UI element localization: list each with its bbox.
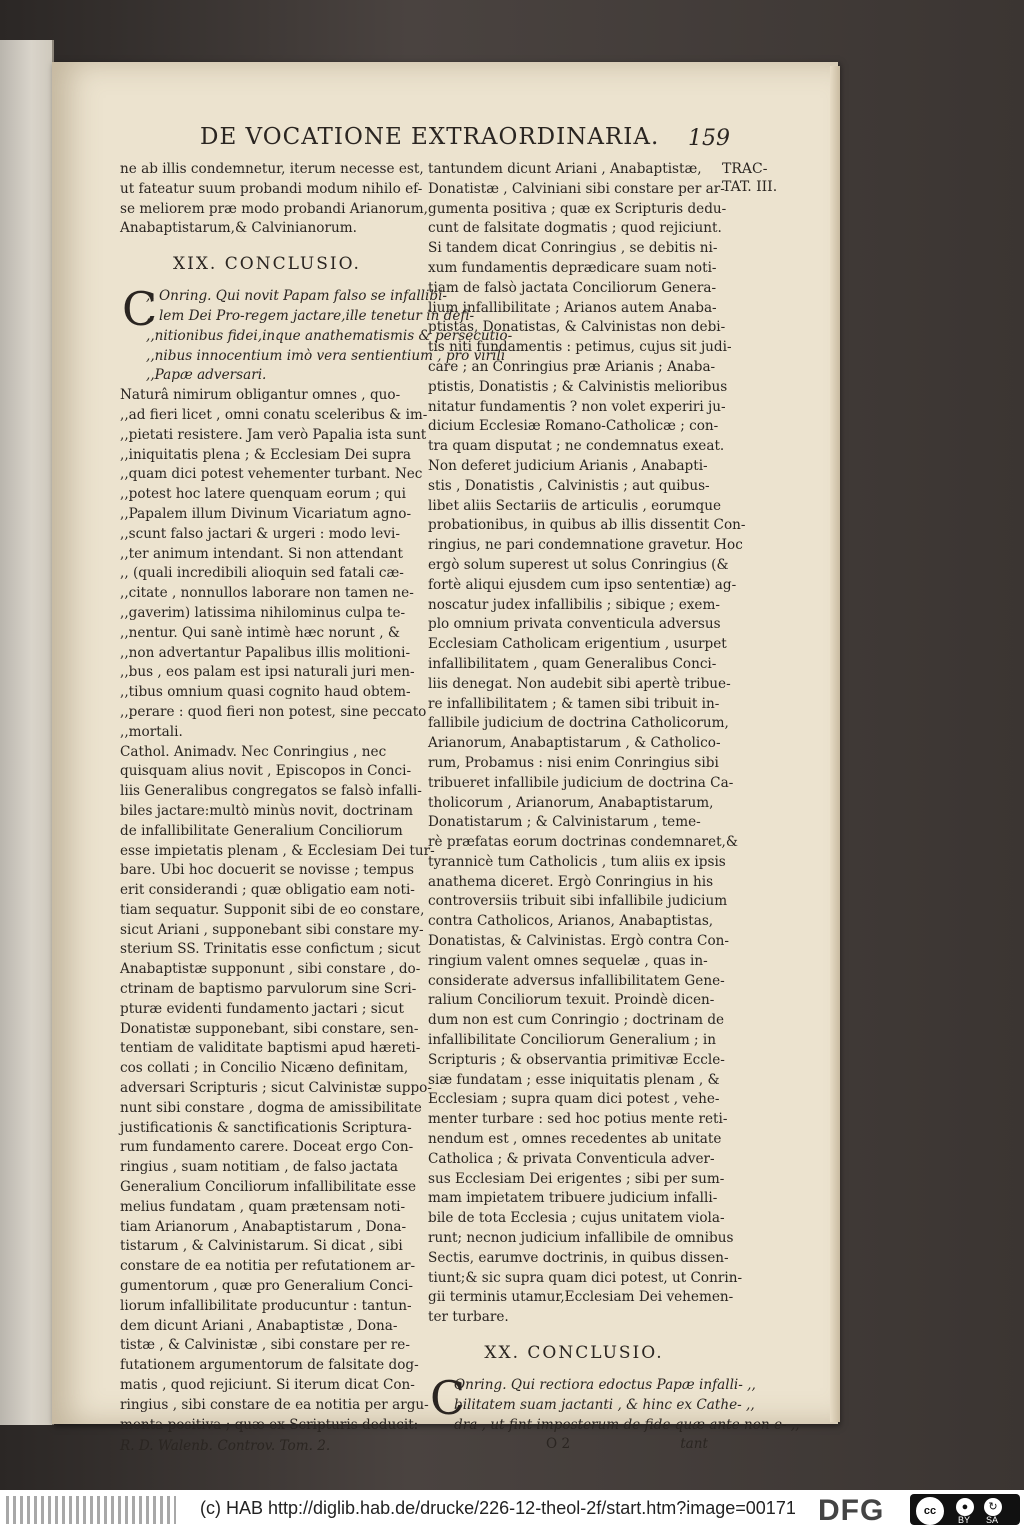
catchword: tant	[680, 1436, 708, 1453]
text-line: cos collati ; in Concilio Nicæno definitam,	[120, 1060, 409, 1077]
text-line: ringius , sibi constare de ea notitia per argu-	[120, 1396, 429, 1413]
text-line: menter turbare : sed hoc potius mente reti-	[428, 1111, 728, 1128]
text-line: dem dicunt Ariani , Anabaptistæ , Dona-	[120, 1317, 398, 1334]
text-line: tholicorum , Arianorum, Anabaptistarum,	[428, 794, 714, 811]
page-fore-edge	[830, 66, 840, 1422]
text-line: se meliorem præ modo probandi Arianorum,	[120, 200, 428, 217]
conclusio-heading-xx: XX. CONCLUSIO.	[484, 1343, 664, 1364]
text-line: ,,iniquitatis plena ; & Ecclesiam Dei supra	[120, 446, 411, 463]
text-line: esse impietatis plenam , & Ecclesiam Dei tur-	[120, 842, 435, 859]
text-line: matis , quod rejiciunt. Si iterum dicat Con-	[120, 1377, 415, 1394]
text-line: ergò solum superest ut solus Conringius (&	[428, 556, 729, 573]
by-label: BY	[958, 1515, 971, 1525]
margin-note-line: TAT. III.	[722, 179, 778, 195]
text-line: ringium valent omnes sequelæ , quas in-	[428, 952, 708, 969]
text-line: Donatistas, & Calvinistas. Ergò contra Con-	[428, 933, 729, 950]
cc-icon: cc	[916, 1497, 944, 1525]
text-line: melius fundatam , quam prætensam noti-	[120, 1198, 406, 1215]
text-line: siæ fundatam ; esse iniquitatis plenam , &	[428, 1071, 720, 1088]
text-line: nitatur fundamentis ? non volet experiri ju-	[428, 398, 726, 415]
text-line: Donatistæ supponebant, sibi constare, sen-	[120, 1020, 419, 1037]
footer-bar	[0, 1490, 1024, 1529]
text-line: noscatur judex infallibilis ; sibique ; exem-	[428, 596, 720, 613]
text-line: sicut Ariani , supponebant sibi constare my-	[120, 921, 424, 938]
hab-logo	[6, 1496, 176, 1524]
text-line: gii terminis utamur,Ecclesiam Dei vehemen-	[428, 1289, 734, 1306]
text-line: Arianorum, Anabaptistarum , & Catholico-	[428, 735, 721, 752]
signature-mark: O 2	[546, 1436, 571, 1453]
left-body-text	[120, 386, 435, 1435]
text-line: considerate adversus infallibilitatem Gene-	[428, 972, 725, 989]
signature-row	[428, 1435, 720, 1455]
text-line: tiunt;& sic supra quam dici potest, ut Conrin-	[428, 1269, 743, 1286]
text-line: infallibilitate Conciliorum Generalium ; in	[428, 1032, 717, 1049]
text-line: rum fundamento carere. Doceat ergo Con-	[120, 1139, 414, 1156]
text-line: anathema diceret. Ergò Conringius in his	[428, 873, 714, 890]
text-line: biles jactare:multò minùs novit, doctrinam	[120, 802, 413, 819]
signature-line: R. D. Walenb. Controv. Tom. 2.	[120, 1438, 331, 1455]
text-line: ,,gaverim) latissima nihilominus culpa te-	[120, 604, 406, 621]
text-line: ,,potest hoc latere quenquam eorum ; qui	[120, 486, 406, 503]
text-line: tribueret infallibile judicium de doctrina Ca-	[428, 774, 734, 791]
text-line: ,,perare : quod fieri non potest, sine peccato	[120, 703, 427, 720]
sa-label: SA	[986, 1515, 999, 1525]
text-line: gumenta positiva ; quæ ex Scripturis dedu-	[428, 200, 727, 217]
text-line: Si tandem dicat Conringius , se debitis ni-	[428, 240, 718, 257]
conclusio-xix-lead	[120, 282, 513, 386]
text-line: ,,mortali.	[120, 723, 183, 740]
text-line: tra quam disputat ; ne condemnatus exeat.	[428, 438, 725, 455]
text-line: controversiis tribuit sibi infallibile judicium	[428, 893, 728, 910]
text-line: infallibilitatem , quam Generalibus Conci-	[428, 655, 717, 672]
text-line: tentiam de validitate baptismi apud hæreti-	[120, 1040, 421, 1057]
lead-quotation	[428, 1371, 800, 1435]
text-line: nendum est , omnes recedentes ab unitate	[428, 1131, 722, 1148]
text-line: Non deferet judicium Arianis , Anabapti-	[428, 457, 708, 474]
text-line: tantundem dicunt Ariani , Anabaptistæ,	[428, 161, 702, 177]
text-line: ringius , suam notitiam , de falso jactata	[120, 1159, 399, 1176]
text-line: ralium Conciliorum texuit. Proindè dicen-	[428, 992, 715, 1009]
text-line: tiam sequatur. Supponit sibi de eo constare,	[120, 901, 425, 918]
text-line: care ; an Conringius præ Arianis ; Anaba-	[428, 358, 716, 375]
text-line: erit considerandi ; quæ obligatio eam noti-	[120, 882, 415, 899]
text-line: ,,bus , eos palam est ipsi naturali juri men-	[120, 664, 415, 681]
cc-license-badge[interactable]	[910, 1494, 1020, 1525]
conclusio-xx-lead	[428, 1371, 800, 1435]
text-line: probationibus, in quibus ab illis dissentit Con-	[428, 517, 746, 534]
running-head: DE VOCATIONE EXTRAORDINARIA.	[200, 124, 660, 150]
text-line: liis Generalibus congregatos se falsò infalli-	[120, 783, 422, 800]
text-line: gumentorum , quæ pro Generalium Conci-	[120, 1278, 414, 1295]
text-line: mam impietatem tribuere judicium infalli-	[428, 1190, 718, 1207]
text-line: tistæ , & Calvinistæ , sibi constare per re-	[120, 1337, 410, 1354]
text-line: tiam de falsò jactata Conciliorum Genera-	[428, 279, 717, 296]
drop-initial: C	[430, 1371, 466, 1426]
text-line: ,,nibus innocentium imò vera sentientium , pro virili	[146, 347, 506, 364]
page-number: 159	[688, 126, 730, 151]
text-line: menta positiva ; quæ ex Scripturis deducit:	[120, 1416, 419, 1433]
text-line: tyrannicè tum Catholicis , tum aliis ex ipsis	[428, 853, 726, 870]
text-line: ,,Papæ adversari.	[146, 367, 267, 384]
drop-initial: C	[122, 282, 158, 337]
by-icon: ●	[956, 1498, 974, 1516]
text-line: bilitatem suam jactanti , & hinc ex Cathe- ,,	[454, 1396, 755, 1413]
text-line: dicium Ecclesiæ Romano-Catholicæ ; con-	[428, 418, 719, 435]
text-line: Donatistæ , Calviniani sibi constare per ar-	[428, 180, 725, 197]
text-line: ,,tibus omnium quasi cognito haud obtem-	[120, 684, 411, 701]
text-line: lium infallibilitate ; Arianos autem Anaba-	[428, 299, 717, 316]
text-line: Anabaptistæ supponunt , sibi constare , do-	[120, 961, 421, 978]
text-line: bare. Ubi hoc docuerit se novisse ; tempus	[120, 862, 414, 879]
text-line: ,, Onring. Qui novit Papam falso se infallibi-	[146, 288, 448, 305]
text-line: ptistis, Donatistis ; & Calvinistis melioribus	[428, 378, 728, 395]
text-line: justificationis & sanctificationis Scriptura-	[120, 1119, 412, 1136]
text-line: Generalium Conciliorum infallibilitate esse	[120, 1179, 417, 1196]
text-line: rè præfatas eorum doctrinas condemnaret,&	[428, 834, 738, 851]
text-line: ,,non advertantur Papalibus illis molitioni-	[120, 644, 411, 661]
text-line: Donatistarum ; & Calvinistarum , teme-	[428, 814, 701, 831]
text-line: ,,ad fieri licet , omni conatu sceleribus & im-	[120, 406, 428, 423]
text-line: de infallibilitate Generalium Conciliorum	[120, 822, 403, 839]
text-line: ,,quam dici potest vehementer turbant. Nec	[120, 466, 423, 483]
text-line: ringius, ne pari condemnatione gravetur. Hoc	[428, 537, 743, 554]
text-line: rum, Probamus : nisi enim Conringius sibi	[428, 754, 719, 771]
text-line: bile de tota Ecclesia ; cujus unitatem viola-	[428, 1210, 725, 1227]
text-line: plo omnium privata conventicula adversus	[428, 616, 721, 633]
text-line: Sectis, earumve doctrinis, in quibus dissen-	[428, 1249, 729, 1266]
lead-quotation	[120, 282, 513, 386]
text-line: ne ab illis condemnetur, iterum necesse est,	[120, 161, 424, 177]
text-line: ,,nitionibus fidei,inque anathematismis & persecutio-	[146, 327, 513, 344]
adjacent-page-edge	[0, 40, 54, 1425]
text-line: ter turbare.	[428, 1309, 509, 1326]
text-line: dum non est cum Conringio ; doctrinam de	[428, 1012, 725, 1029]
text-line: Anabaptistarum,& Calvinianorum.	[120, 220, 357, 237]
text-line: ,,nentur. Qui sanè intimè hæc norunt , &	[120, 624, 400, 641]
text-line: Scripturis ; & observantia primitivæ Eccle-	[428, 1051, 725, 1068]
text-line: ptistas, Donatistas, & Calvinistas non debi-	[428, 319, 726, 336]
right-body-text	[428, 160, 746, 1328]
dfg-logo: DFG	[818, 1494, 885, 1527]
text-line: xum fundamentis deprædicare suam noti-	[428, 259, 717, 276]
text-line: libet aliis Sectariis de articulis , eorumque	[428, 497, 722, 514]
footer-credit-link[interactable]: (c) HAB http://diglib.hab.de/drucke/226-12-theol-2f/start.htm?image=00171	[200, 1498, 796, 1518]
text-line: sus Ecclesiam Dei erigentes ; sibi per sum-	[428, 1170, 725, 1187]
text-line: sterium SS. Trinitatis esse confictum ; sicut	[120, 941, 421, 958]
margin-note	[722, 160, 782, 196]
text-line: ,,scunt falso jactari & urgeri : modo levi-	[120, 525, 400, 542]
text-line: liorum infallibilitate producuntur : tantun-	[120, 1297, 412, 1314]
text-line: constare de ea notitia per refutationem ar-	[120, 1258, 416, 1275]
text-line: Catholica ; & privata Conventicula adver-	[428, 1150, 715, 1167]
text-line: ,,ter animum intendant. Si non attendant	[120, 545, 403, 562]
text-line: tiam Arianorum , Anabaptistarum , Dona-	[120, 1218, 407, 1235]
text-line: liis denegat. Non audebit sibi apertè tribue-	[428, 675, 731, 692]
text-line: ,, (quali incredibili alioquin sed fatali cæ-	[120, 565, 404, 582]
text-line: pturæ evidenti fundamento jactari ; sicut	[120, 1000, 404, 1017]
text-line: futationem argumentorum de falsitate dog-	[120, 1357, 419, 1374]
text-line: contra Catholicos, Arianos, Anabaptistas,	[428, 913, 714, 930]
text-line: dra , ut fint imposterum de fide quæ ante non e- ,,	[454, 1416, 800, 1433]
text-line: ,,citate , nonnullos laborare non tamen ne-	[120, 585, 414, 602]
text-line: ctrinam de baptismo parvulorum sine Scri-	[120, 981, 417, 998]
sa-icon: ↻	[984, 1498, 1002, 1516]
conclusio-heading-xix: XIX. CONCLUSIO.	[173, 254, 361, 275]
text-line: Ecclesiam ; supra quam dici potest , vehe-	[428, 1091, 720, 1108]
text-line: fortè aliqui ejusdem cum ipso sententiæ) ag-	[428, 576, 737, 593]
text-line: fallibile judicium de doctrina Catholicorum,	[428, 715, 729, 732]
text-line: ,,pietati resistere. Jam verò Papalia ista sunt	[120, 426, 427, 443]
text-line: Onring. Qui rectiora edoctus Papæ infalli- ,,	[454, 1377, 756, 1394]
text-line: Naturâ nimirum obligantur omnes , quo-	[120, 387, 401, 404]
text-line: re infallibilitatem ; & tamen sibi tribuit in-	[428, 695, 720, 712]
text-line: Cathol. Animadv. Nec Conringius , nec	[120, 743, 387, 760]
text-line: runt; necnon judicium infallibile de omnibus	[428, 1230, 734, 1247]
text-line: stis , Donatistis , Calvinistis ; aut quibus-	[428, 477, 710, 494]
text-line: ,, lem Dei Pro-regem jactare,ille tenetur in defi-	[146, 307, 475, 324]
text-line: tistarum , & Calvinistarum. Si dicat , sibi	[120, 1238, 403, 1255]
text-line: cunt de falsitate dogmatis ; quod rejiciunt.	[428, 220, 722, 237]
text-line: quisquam alius novit , Episcopos in Conci-	[120, 763, 412, 780]
text-line: adversari Scripturis ; sicut Calvinistæ suppo-	[120, 1080, 432, 1097]
margin-note-line: TRAC-	[722, 161, 768, 177]
text-line: nunt sibi constare , dogma de amissibilitate	[120, 1099, 422, 1116]
left-opening-text	[120, 160, 428, 239]
text-line: tis niti fundamentis : petimus, cujus sit judi-	[428, 339, 732, 356]
text-line: ,,Papalem illum Divinum Vicariatum agno-	[120, 505, 412, 522]
text-line: Ecclesiam Catholicam erigentium , usurpet	[428, 636, 727, 653]
text-line: ut fateatur suum probandi modum nihilo ef-	[120, 180, 423, 197]
